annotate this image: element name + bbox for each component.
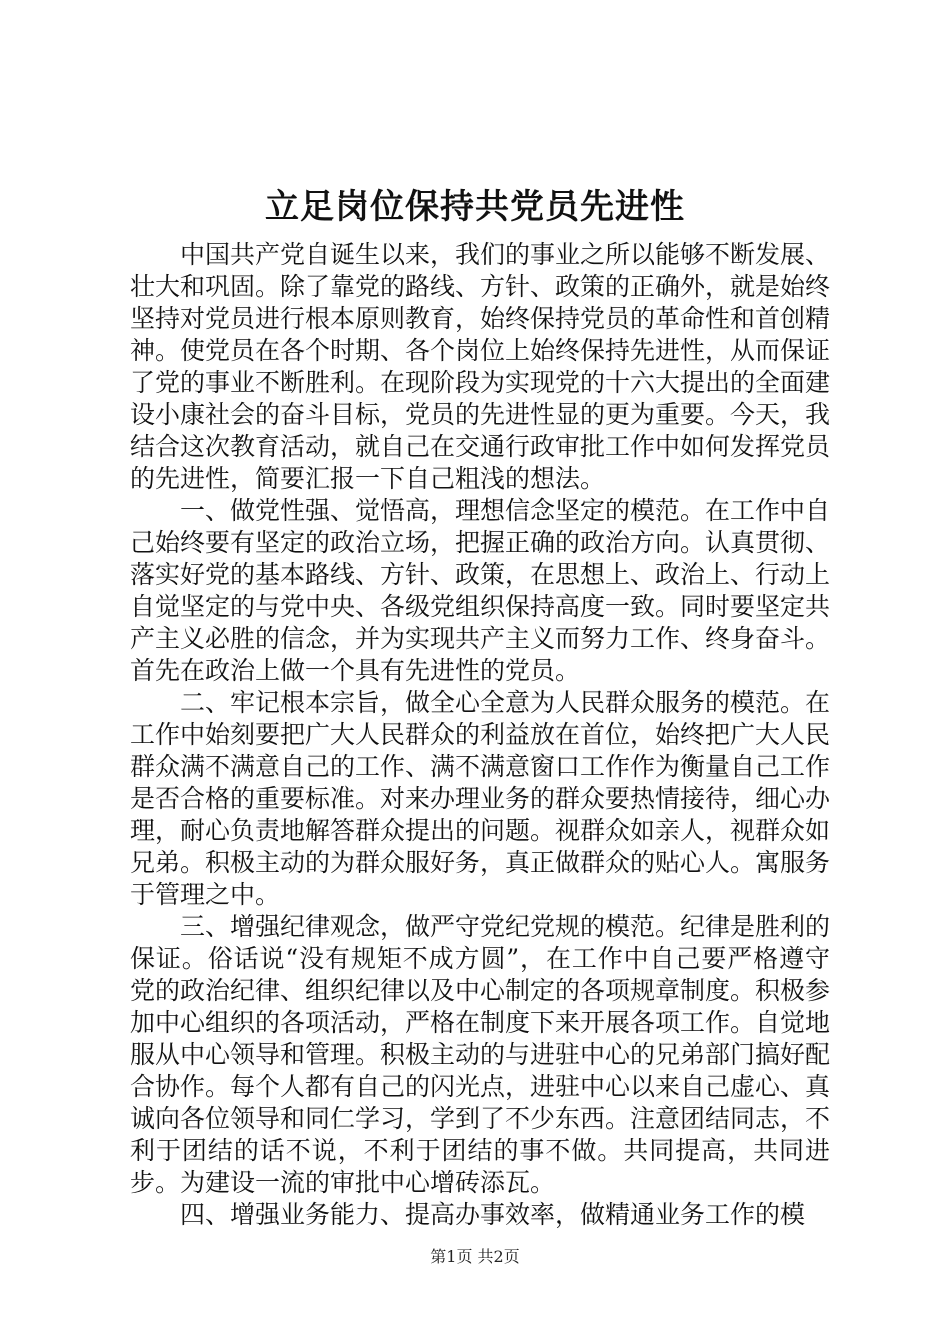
paragraph-intro: 中国共产党自诞生以来，我们的事业之所以能够不断发展、壮大和巩固。除了靠党的路线、方针、政策的正确外，就是始终坚持对党员进行根本原则教育，始终保持党员的革命性和首创精神。使党员在各个时期、各个岗位上始终保持先进性，从而保证了党的事业不断胜利。在现阶段为实现党的十六大提出的全面建设小康社会的奋斗目标，党员的先进性显的更为重要。今天，我结合这次教育活动，就自己在交通行政审批工作中如何发挥党员的先进性，简要汇报一下自己粗浅的想法。 (130, 240, 831, 493)
document-title: 立足岗位保持共党员先进性 (265, 187, 685, 227)
page-number-footer: 第1页 共2页 (430, 1247, 520, 1266)
paragraph-section-3: 三、增强纪律观念，做严守党纪党规的模范。纪律是胜利的保证。俗话说“没有规矩不成方圆”，在工作中自己要严格遵守党的政治纪律、组织纪律以及中心制定的各项规章制度。积极参加中心组织的各项活动，严格在制度下来开展各项工作。自觉地服从中心领导和管理。积极主动的与进驻中心的兄弟部门搞好配合协作。每个人都有自己的闪光点，进驻中心以来自己虚心、真诚向各位领导和同仁学习，学到了不少东西。注意团结同志，不利于团结的话不说，不利于团结的事不做。共同提高，共同进步。为建设一流的审批中心增砖添瓦。 (130, 912, 831, 1197)
paragraph-section-4: 四、增强业务能力、提高办事效率，做精通业务工作的模 (180, 1200, 806, 1229)
document-body (130, 239, 830, 1231)
paragraph-section-2: 二、牢记根本宗旨，做全心全意为人民群众服务的模范。在工作中始刻要把广大人民群众的利益放在首位，始终把广大人民群众满不满意自己的工作、满不满意窗口工作作为衡量自己工作是否合格的重要标准。对来办理业务的群众要热情接待，细心办理，耐心负责地解答群众提出的问题。视群众如亲人，视群众如兄弟。积极主动的为群众服好务，真正做群众的贴心人。寓服务于管理之中。 (130, 688, 831, 909)
paragraph-section-1: 一、做党性强、觉悟高，理想信念坚定的模范。在工作中自己始终要有坚定的政治立场，把握正确的政治方向。认真贯彻、落实好党的基本路线、方针、政策，在思想上、政治上、行动上自觉坚定的与党中央、各级党组织保持高度一致。同时要坚定共产主义必胜的信念，并为实现共产主义而努力工作、终身奋斗。首先在政治上做一个具有先进性的党员。 (130, 496, 831, 685)
